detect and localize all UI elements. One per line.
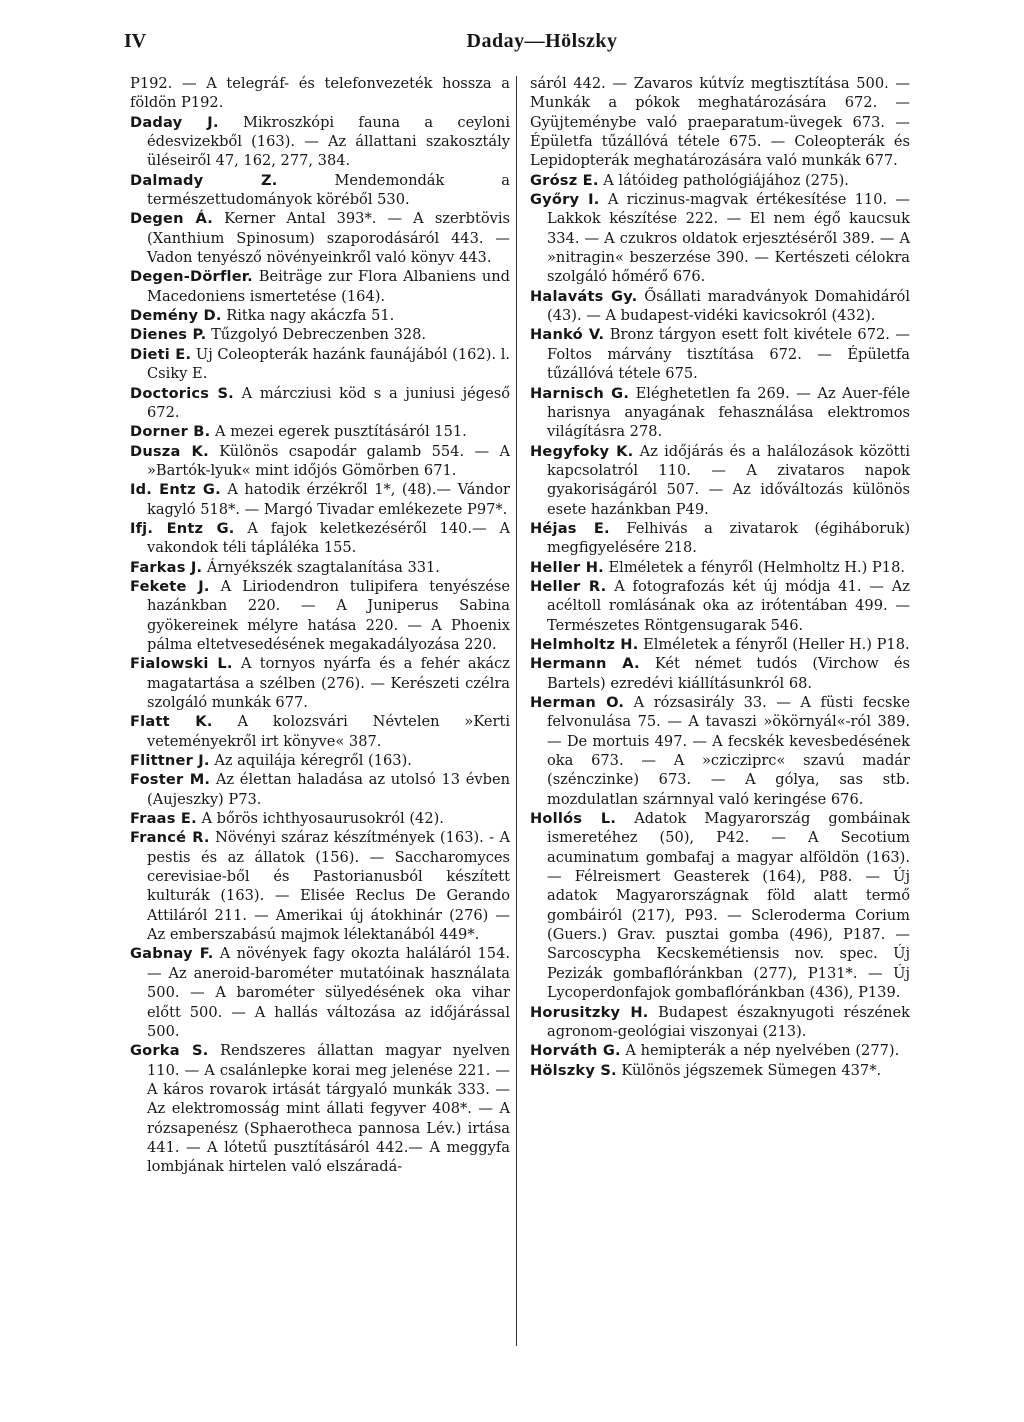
author-name: Grósz E. <box>530 171 599 189</box>
running-title: Daday—Hölszky <box>466 30 618 52</box>
author-name: Győry I. <box>530 191 600 209</box>
entry-text: Beiträge zur Flora Albaniens und Macedoniens ismertetése (164). <box>147 268 510 305</box>
entry-text: Mikroszkópi fauna a ceyloni édesvizekből (163). — Az állattani szakosztály üléseiről 47, 162, 277, 384. <box>147 113 511 170</box>
author-name: Hegyfoky K. <box>530 442 634 460</box>
author-name: Hollós L. <box>530 810 617 828</box>
author-name: Farkas J. <box>130 558 203 576</box>
author-name: Horváth G. <box>530 1042 621 1060</box>
index-entry <box>130 944 510 1041</box>
author-name: Fraas E. <box>130 810 197 828</box>
index-entry <box>130 770 510 809</box>
entry-text: A látóideg pathológiájához (275). <box>603 171 849 189</box>
author-name: Herman O. <box>530 694 625 711</box>
entry-text: A Liriodendron tulipifera tenyészése hazánkban 220. — A Juniperus Sabina gyökereinek mélyre hatása 220. — A Phoenix pálma eltetvesedésének megakadályozása 220. <box>147 577 511 653</box>
index-entry <box>530 1041 910 1060</box>
index-entry <box>130 209 510 267</box>
entry-text: Tűzgolyó Debreczenben 328. <box>211 326 427 344</box>
entry-text: Ritka nagy akáczfa 51. <box>226 307 395 325</box>
entry-text: Felhivás a zivatarok (égiháboruk) megfigyelésére 218. <box>547 519 911 557</box>
author-name: Dienes P. <box>130 326 207 344</box>
index-entry <box>530 577 910 635</box>
entry-text: A növények fagy okozta haláláról 154. — Az aneroid-barométer mutatóinak használata 500. — A barométer sülyedésének oka vihar előtt 500. — A hallás változása az időjárással 500. <box>147 945 510 1040</box>
index-entry <box>530 442 910 519</box>
index-entry <box>130 113 510 171</box>
entry-text: Kerner Antal 393*. — A szerbtövis (Xanthium Spinosum) szaporodásáról 443. — Vadon tenyésző növényeinkről való könyv 443. <box>147 210 511 267</box>
index-entry <box>130 654 510 712</box>
index-entry <box>130 809 510 828</box>
author-name: Id. Entz G. <box>130 481 221 499</box>
index-entry: sáról 442. — Zavaros kútvíz megtisztítása 500. — Munkák a pókok meghatározására 672. — Gyüjteménybe való praeparatum-üvegek 673. — Épületfa tűzállóvá tétele 675. — Coleopterák és Lepidopterák meghatározására való munkák 677. <box>530 75 910 170</box>
entry-text: Ősállati maradványok Domahidáról (43). — A budapest-vidéki kavicsokról (432). <box>547 287 911 325</box>
author-name: Harnisch G. <box>530 384 630 402</box>
author-name: Degen-Dörfler. <box>130 268 253 286</box>
entry-text: A fotografozás két új módja 41. — Az acéltoll romlásának oka az irótentában 499. — Természetes Röntgensugarak 546. <box>547 577 910 634</box>
author-name: Daday J. <box>130 113 219 131</box>
index-entry <box>130 267 510 306</box>
index-entry <box>530 558 910 577</box>
entry-text: A riczinus-magvak értékesítése 110. — Lakkok készítése 222. — El nem égő kaucsuk 334. — A czukros oldatok erjesztéséről 389. — A »nitragin« beszerzése 390. — Kertészeti célokra szolgáló hőmérő 676. <box>547 191 910 286</box>
author-name: Helmholtz H. <box>530 635 639 653</box>
left-column <box>130 74 510 1177</box>
index-entry <box>530 325 910 383</box>
entry-text: A hatodik érzékről 1*, (48).— Vándor kagyló 518*. — Margó Tivadar emlékezete P97*. <box>147 481 510 518</box>
index-entry <box>130 171 510 210</box>
index-entry <box>130 577 510 654</box>
author-name: Fekete J. <box>130 577 210 595</box>
index-entry <box>130 306 510 325</box>
entry-text: A mezei egerek pusztításáról 151. <box>215 423 467 441</box>
entry-text: A rózsasirály 33. — A füsti fecske felvonulása 75. — A tavaszi »ökörnyál«-ról 389. — De mortuis 497. — A fecskék kevesbedésének oka 673. — A »czicziprc« szavú madár (szénczinke) 673. — A gólya, sas stb. mozdulatlan szárnnyal való keringése 676. <box>547 694 910 808</box>
author-name: Horusitzky H. <box>530 1003 649 1021</box>
index-entry <box>130 712 510 751</box>
index-entry <box>530 654 910 693</box>
author-name: Halaváts Gy. <box>530 287 638 305</box>
index-entry <box>130 751 510 770</box>
entry-text: Két német tudós (Virchow és Bartels) ezredévi kiállításunkról 68. <box>547 655 910 692</box>
author-name: Ifj. Entz G. <box>130 519 235 537</box>
author-name: Dorner B. <box>130 423 211 441</box>
entry-text: Árnyékszék szagtalanítása 331. <box>206 558 440 576</box>
column-divider <box>516 76 517 1346</box>
author-name: Dusza K. <box>130 442 209 460</box>
index-entry <box>530 384 910 442</box>
index-entry <box>130 325 510 344</box>
entry-text: Bronz tárgyon esett folt kivétele 672. — Foltos márvány tisztítása 672. — Épületfa tűzállóvá tétele 675. <box>547 326 910 383</box>
author-name: Heller R. <box>530 577 607 595</box>
entry-text: Uj Coleopterák hazánk faunájából (162). l. Csiky E. <box>147 345 511 383</box>
entry-text: A tornyos nyárfa és a fehér akácz magatartása a szélben (276). — Kerészeti czélra szolgáló munkák 677. <box>147 655 510 711</box>
index-entry <box>530 1003 910 1042</box>
author-name: Dalmady Z. <box>130 171 278 189</box>
entry-text: Növényi száraz készítmények (163). - A pestis és az állatok (156). — Saccharomyces cerevisiae-ből és Pastorianusból készített kulturák (163). — Elisée Reclus De Gerando Attiláról 211. — Amerikai új átokhinár (276) — Az emberszabású majmok lélektanából 449*. <box>147 829 511 944</box>
entry-text: Az aquilája kéregről (163). <box>214 752 412 770</box>
index-entry <box>530 171 910 190</box>
index-entry <box>530 287 910 326</box>
author-name: Francé R. <box>130 829 210 847</box>
author-name: Flittner J. <box>130 752 210 770</box>
entry-text: Elméletek a fényről (Helmholtz H.) P18. <box>608 558 906 576</box>
author-name: Hölszky S. <box>530 1061 617 1079</box>
entry-text: A bőrös ichthyosaurusokról (42). <box>201 810 444 828</box>
index-entry <box>530 519 910 558</box>
index-entry <box>130 519 510 558</box>
author-name: Flatt K. <box>130 713 213 731</box>
entry-text: Budapest északnyugoti részének agronom-geológiai viszonyai (213). <box>547 1003 910 1040</box>
entry-text: Az élettan haladása az utolsó 13 évben (Aujeszky) P73. <box>147 771 510 808</box>
index-entry <box>130 828 510 944</box>
author-name: Hermann A. <box>530 655 640 673</box>
author-name: Demény D. <box>130 307 222 325</box>
entry-text: A fajok keletkezéséről 140.— A vakondok téli tápláléka 155. <box>147 519 510 557</box>
index-entry <box>130 480 510 519</box>
author-name: Hankó V. <box>530 326 605 344</box>
entry-text: Eléghetetlen fa 269. — Az Auer-féle harisnya anyagának fehasználása elektromos világításra 278. <box>547 384 911 441</box>
entry-text: Adatok Magyarország gombáinak ismeretéhez (50), P42. — A Secotium acuminatum gombafaj a magyar alföldön (163). — Félreismert Geasterek (164), P88. — Új adatok Magyarországnak föld alatt termő gombáiról (217), P93. — Scleroderma Corium (Guers.) Grav. pusztai gomba (496), P187. — Sarcoscypha Kecskemétiensis nov. spec. Új Pezizák gombaflóránkban (277), P131*. — Új Lycoperdonfajok gombaflóránkban (436), P139. <box>547 810 910 1002</box>
index-entry: P192. — A telegráf- és telefonvezeték hossza a földön P192. <box>130 75 510 112</box>
right-column <box>530 74 910 1080</box>
index-entry <box>130 1041 510 1176</box>
entry-text: Elméletek a fényről (Heller H.) P18. <box>643 635 910 653</box>
index-entry <box>530 1061 910 1080</box>
author-name: Héjas E. <box>530 519 610 537</box>
entry-text: Különös jégszemek Sümegen 437*. <box>621 1061 882 1079</box>
entry-text: A márcziusi köd s a juniusi jégeső 672. <box>147 384 510 421</box>
index-entry <box>530 693 910 809</box>
index-entry <box>130 345 510 384</box>
author-name: Fialowski L. <box>130 655 233 673</box>
index-entry <box>130 442 510 481</box>
entry-text: Mendemondák a természettudományok köréből 530. <box>147 171 511 209</box>
entry-text: A hemipterák a nép nyelvében (277). <box>625 1042 900 1060</box>
entry-text: Rendszeres állattan magyar nyelven 110. — A csalánlepke korai meg jelenése 221. — A káros rovarok irtását tárgyaló munkák 333. — Az elektromosság mint állati fegyver 408*. — A rózsapenész (Sphaerotheca pannosa Lév.) irtása 441. — A lótetű pusztításáról 442.— A meggyfa lombjának hirtelen való elszáradá- <box>147 1042 511 1176</box>
author-name: Dieti E. <box>130 345 192 363</box>
index-entry <box>530 809 910 1002</box>
author-name: Gabnay F. <box>130 945 214 963</box>
page-number: IV <box>124 30 147 52</box>
entry-text: Az időjárás és a halálozások közötti kapcsolatról 110. — A zivataros napok gyakoriságáról 507. — Az időváltozás különös esete hazánkban P49. <box>547 442 911 518</box>
index-entry <box>130 558 510 577</box>
entry-text: Különös csapodár galamb 554. — A »Bartók-lyuk« mint időjós Gömörben 671. <box>147 442 510 479</box>
author-name: Heller H. <box>530 558 604 576</box>
author-name: Degen Á. <box>130 210 213 228</box>
entry-text: A kolozsvári Névtelen »Kerti veteményekről irt könyve« 387. <box>147 713 511 750</box>
index-entry <box>530 190 910 287</box>
author-name: Doctorics S. <box>130 384 234 402</box>
author-name: Gorka S. <box>130 1042 209 1060</box>
author-name: Foster M. <box>130 771 211 789</box>
index-entry <box>530 635 910 654</box>
index-entry <box>130 384 510 423</box>
index-entry <box>130 422 510 441</box>
